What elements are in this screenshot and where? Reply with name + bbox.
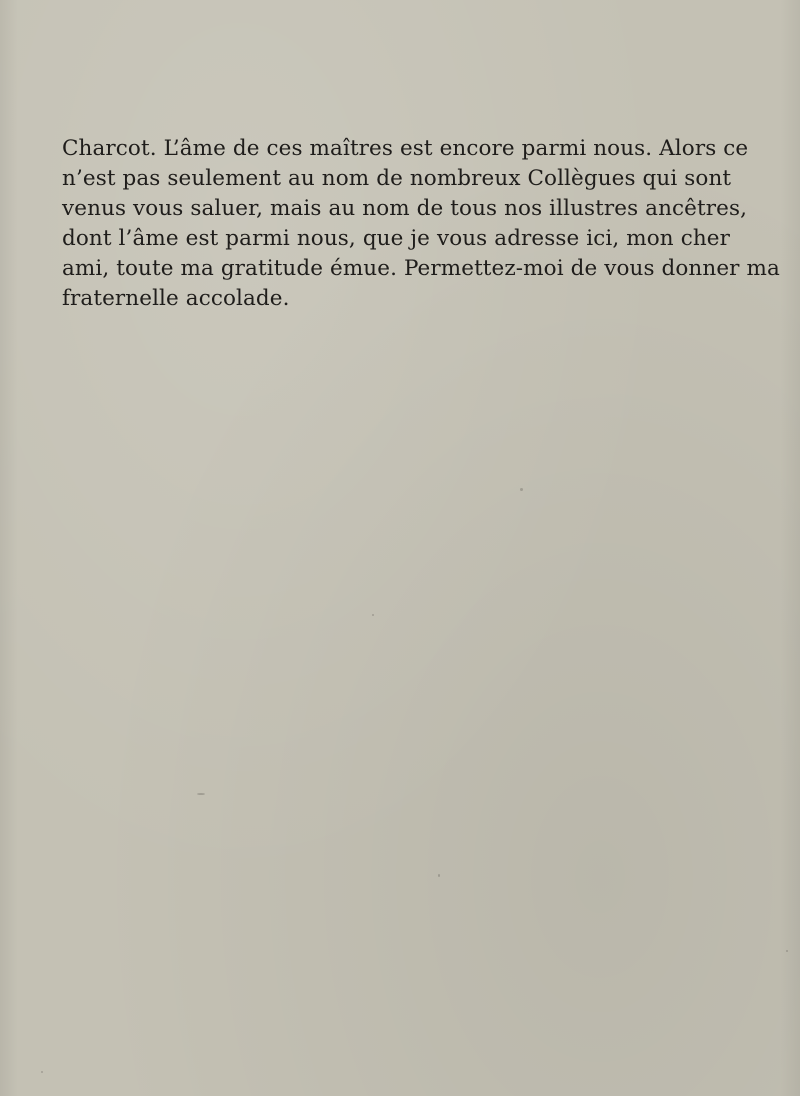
paragraph-line-6: fraternelle accolade. (62, 286, 290, 311)
paper-speck (372, 614, 374, 616)
paper-speck (438, 874, 440, 877)
paper-speck (41, 1071, 43, 1073)
body-paragraph (62, 134, 780, 314)
paragraph-line-1: Charcot. L’âme de ces maîtres est encore parmi nous. Alors ce (62, 136, 749, 161)
paragraph-line-4: dont l’âme est parmi nous, que je vous adresse ici, mon cher (62, 226, 730, 251)
paper-speck (520, 488, 523, 491)
paper-speck (786, 950, 788, 952)
paragraph-line-3: venus vous saluer, mais au nom de tous nos illustres ancêtres, (62, 196, 748, 221)
paragraph-line-2: n’est pas seulement au nom de nombreux Collègues qui sont (62, 166, 732, 191)
paragraph-line-5: ami, toute ma gratitude émue. Permettez-moi de vous donner ma (62, 256, 780, 281)
paper-speck (197, 793, 205, 795)
